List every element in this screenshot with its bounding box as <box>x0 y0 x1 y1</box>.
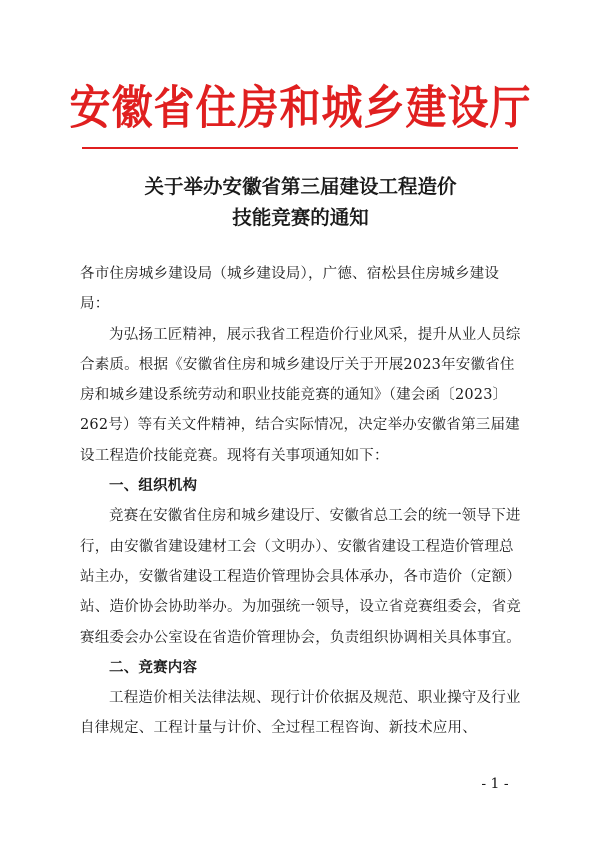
issuer-header-title: 安徽省住房和城乡建设厅 <box>69 81 532 135</box>
page-number: - 1 - <box>481 776 509 792</box>
recipients-paragraph: 各市住房城乡建设局（城乡建设局），广德、宿松县住房城乡建设局： <box>80 266 500 313</box>
document-title-line-1: 关于举办安徽省第三届建设工程造价 <box>144 175 457 198</box>
section-2-paragraph: 工程造价相关法律法规、现行计价依据及规范、职业操守及行业自律规定、工程计量与计价、全过程工程咨询、新技术应用、 <box>80 690 521 737</box>
document-body <box>80 259 524 744</box>
document-title-line-2: 技能竞赛的通知 <box>232 206 369 229</box>
section-2-heading: 二、竞赛内容 <box>109 658 198 676</box>
section-1-paragraph: 竞赛在安徽省住房和城乡建设厅、安徽省总工会的统一领导下进行，由安徽省建设建材工会（文明办）、安徽省建设工程造价管理总站主办，安徽省建设工程造价管理协会具体承办，各市造价（定额）站、造价协会协助举办。为加强统一领导，设立省竞赛组委会，省竞赛组委会办公室设在省造价管理协会，负责组织协调相关具体事宜。 <box>80 508 521 646</box>
intro-paragraph: 为弘扬工匠精神，展示我省工程造价行业风采，提升从业人员综合素质。根据《安徽省住房和城乡建设厅关于开展2023年安徽省住房和城乡建设系统劳动和职业技能竞赛的通知》（建会函〔2023〕262号）等有关文件精神，结合实际情况，决定举办安徽省第三届建设工程造价技能竞赛。现将有关事项通知如下： <box>80 326 521 464</box>
section-1-heading: 一、组织机构 <box>109 477 198 495</box>
red-header-rule <box>82 147 518 149</box>
